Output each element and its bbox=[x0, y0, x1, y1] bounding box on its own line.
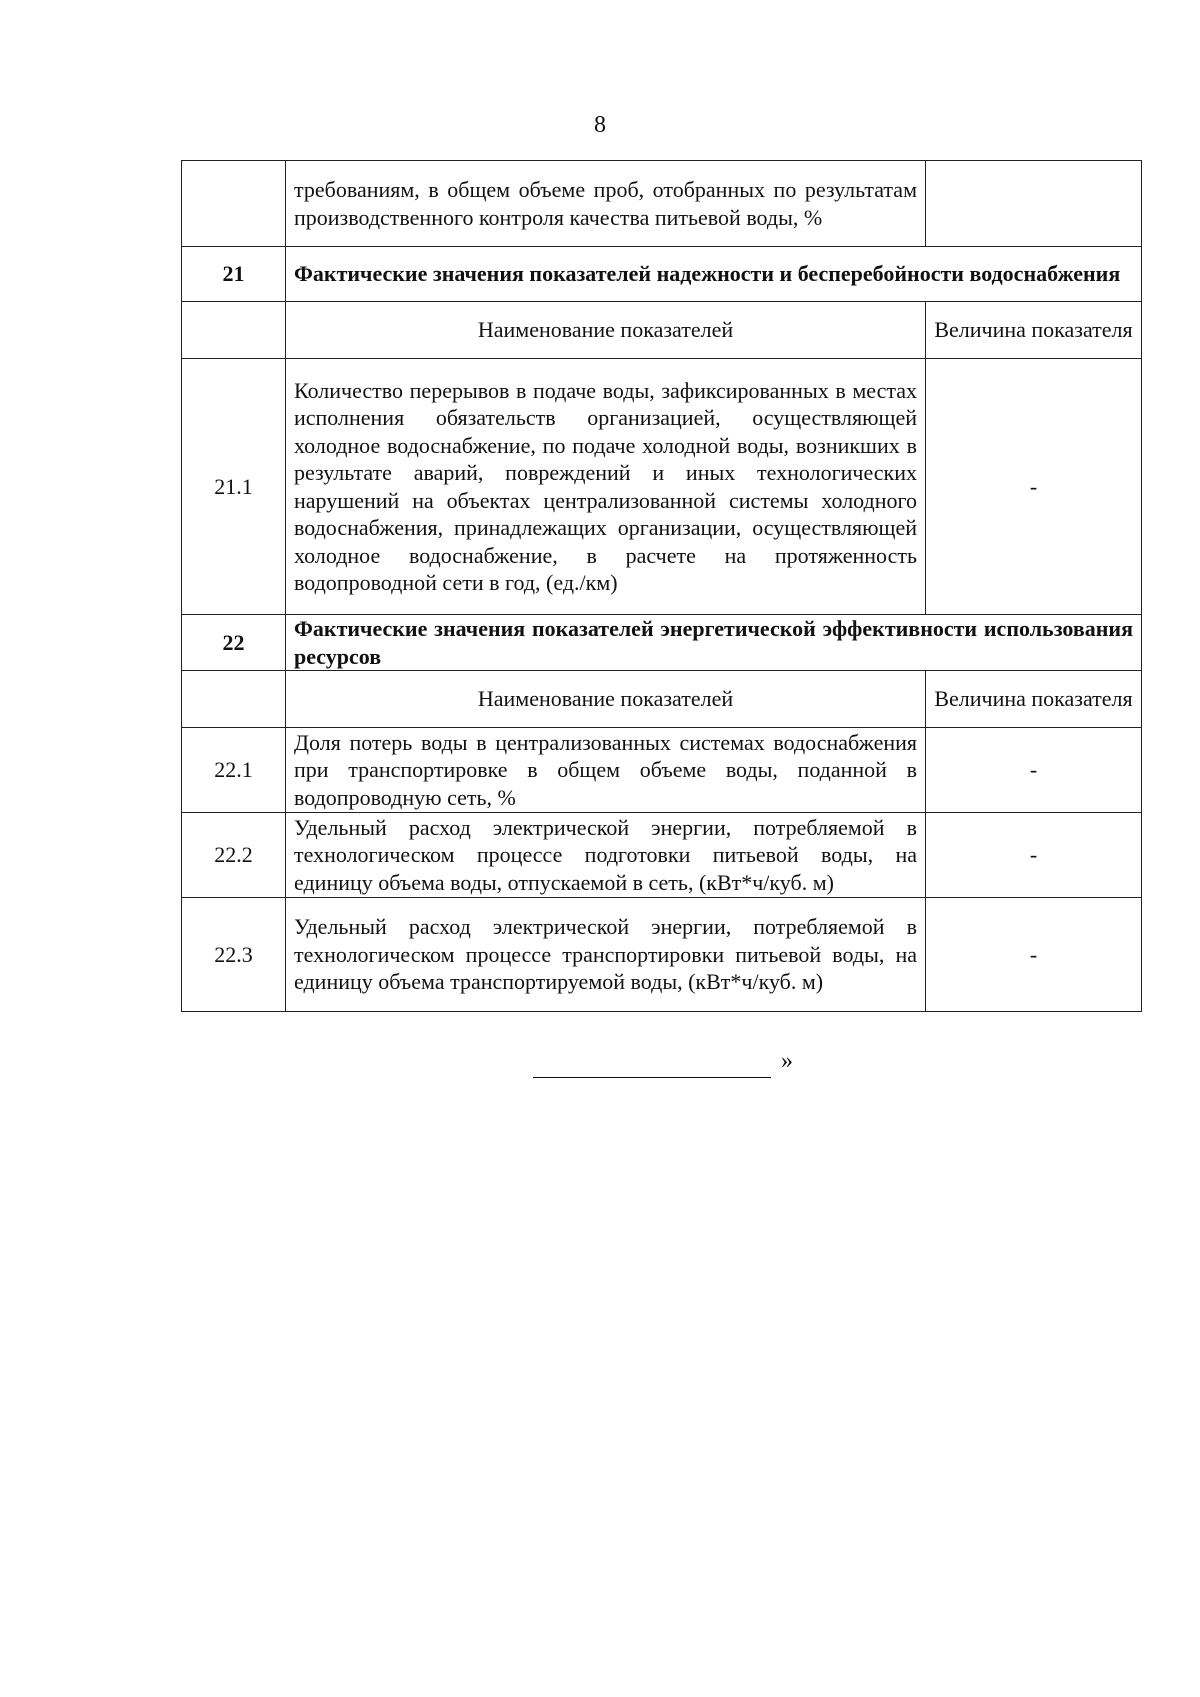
row-number bbox=[182, 161, 286, 247]
indicator-value: - bbox=[926, 359, 1142, 615]
section-title: Фактические значения показателей надежности и бесперебойности водоснабжения bbox=[286, 247, 1142, 302]
page-number: 8 bbox=[594, 112, 606, 138]
header-number-cell bbox=[182, 671, 286, 728]
table-row bbox=[182, 813, 1142, 898]
header-name: Наименование показателей bbox=[286, 671, 926, 728]
row-number: 22.3 bbox=[182, 898, 286, 1012]
section-row bbox=[182, 247, 1142, 302]
header-row bbox=[182, 302, 1142, 359]
indicator-description: Количество перерывов в подаче воды, зафиксированных в местах исполнения обязательств организацией, осуществляющей холодное водоснабжение, по подаче холодной воды, возникших в результате аварий, повреждений и иных технологических нарушений на объектах централизованной системы холодного водоснабжения, принадлежащих организации, осуществляющей холодное водоснабжение, в расчете на протяженность водопроводной сети в год, (ед./км) bbox=[286, 359, 926, 615]
table-row bbox=[182, 161, 1142, 247]
section-number: 22 bbox=[182, 615, 286, 671]
row-number: 22.1 bbox=[182, 728, 286, 813]
section-row bbox=[182, 615, 1142, 671]
indicators-table bbox=[181, 160, 1142, 1012]
table-row bbox=[182, 359, 1142, 615]
header-name: Наименование показателей bbox=[286, 302, 926, 359]
section-title: Фактические значения показателей энергетической эффективности использования ресурсов bbox=[286, 615, 1142, 671]
indicator-description: требованиям, в общем объеме проб, отобранных по результатам производственного контроля качества питьевой воды, % bbox=[286, 161, 926, 247]
table-row bbox=[182, 728, 1142, 813]
closing-quote-mark: » bbox=[781, 1048, 793, 1074]
header-number-cell bbox=[182, 302, 286, 359]
row-number: 21.1 bbox=[182, 359, 286, 615]
table-row bbox=[182, 898, 1142, 1012]
row-number: 22.2 bbox=[182, 813, 286, 898]
indicator-description: Удельный расход электрической энергии, потребляемой в технологическом процессе подготовки питьевой воды, на единицу объема воды, отпускаемой в сеть, (кВт*ч/куб. м) bbox=[286, 813, 926, 898]
indicator-value: - bbox=[926, 898, 1142, 1012]
header-value: Величина показателя bbox=[926, 302, 1142, 359]
header-row bbox=[182, 671, 1142, 728]
indicator-value: - bbox=[926, 813, 1142, 898]
indicator-description: Доля потерь воды в централизованных системах водоснабжения при транспортировке в общем объеме воды, поданной в водопроводную сеть, % bbox=[286, 728, 926, 813]
indicator-value: - bbox=[926, 728, 1142, 813]
section-number: 21 bbox=[182, 247, 286, 302]
indicator-description: Удельный расход электрической энергии, потребляемой в технологическом процессе транспортировки питьевой воды, на единицу объема транспортируемой воды, (кВт*ч/куб. м) bbox=[286, 898, 926, 1012]
header-value: Величина показателя bbox=[926, 671, 1142, 728]
closing-underline bbox=[533, 1077, 771, 1078]
indicator-value bbox=[926, 161, 1142, 247]
